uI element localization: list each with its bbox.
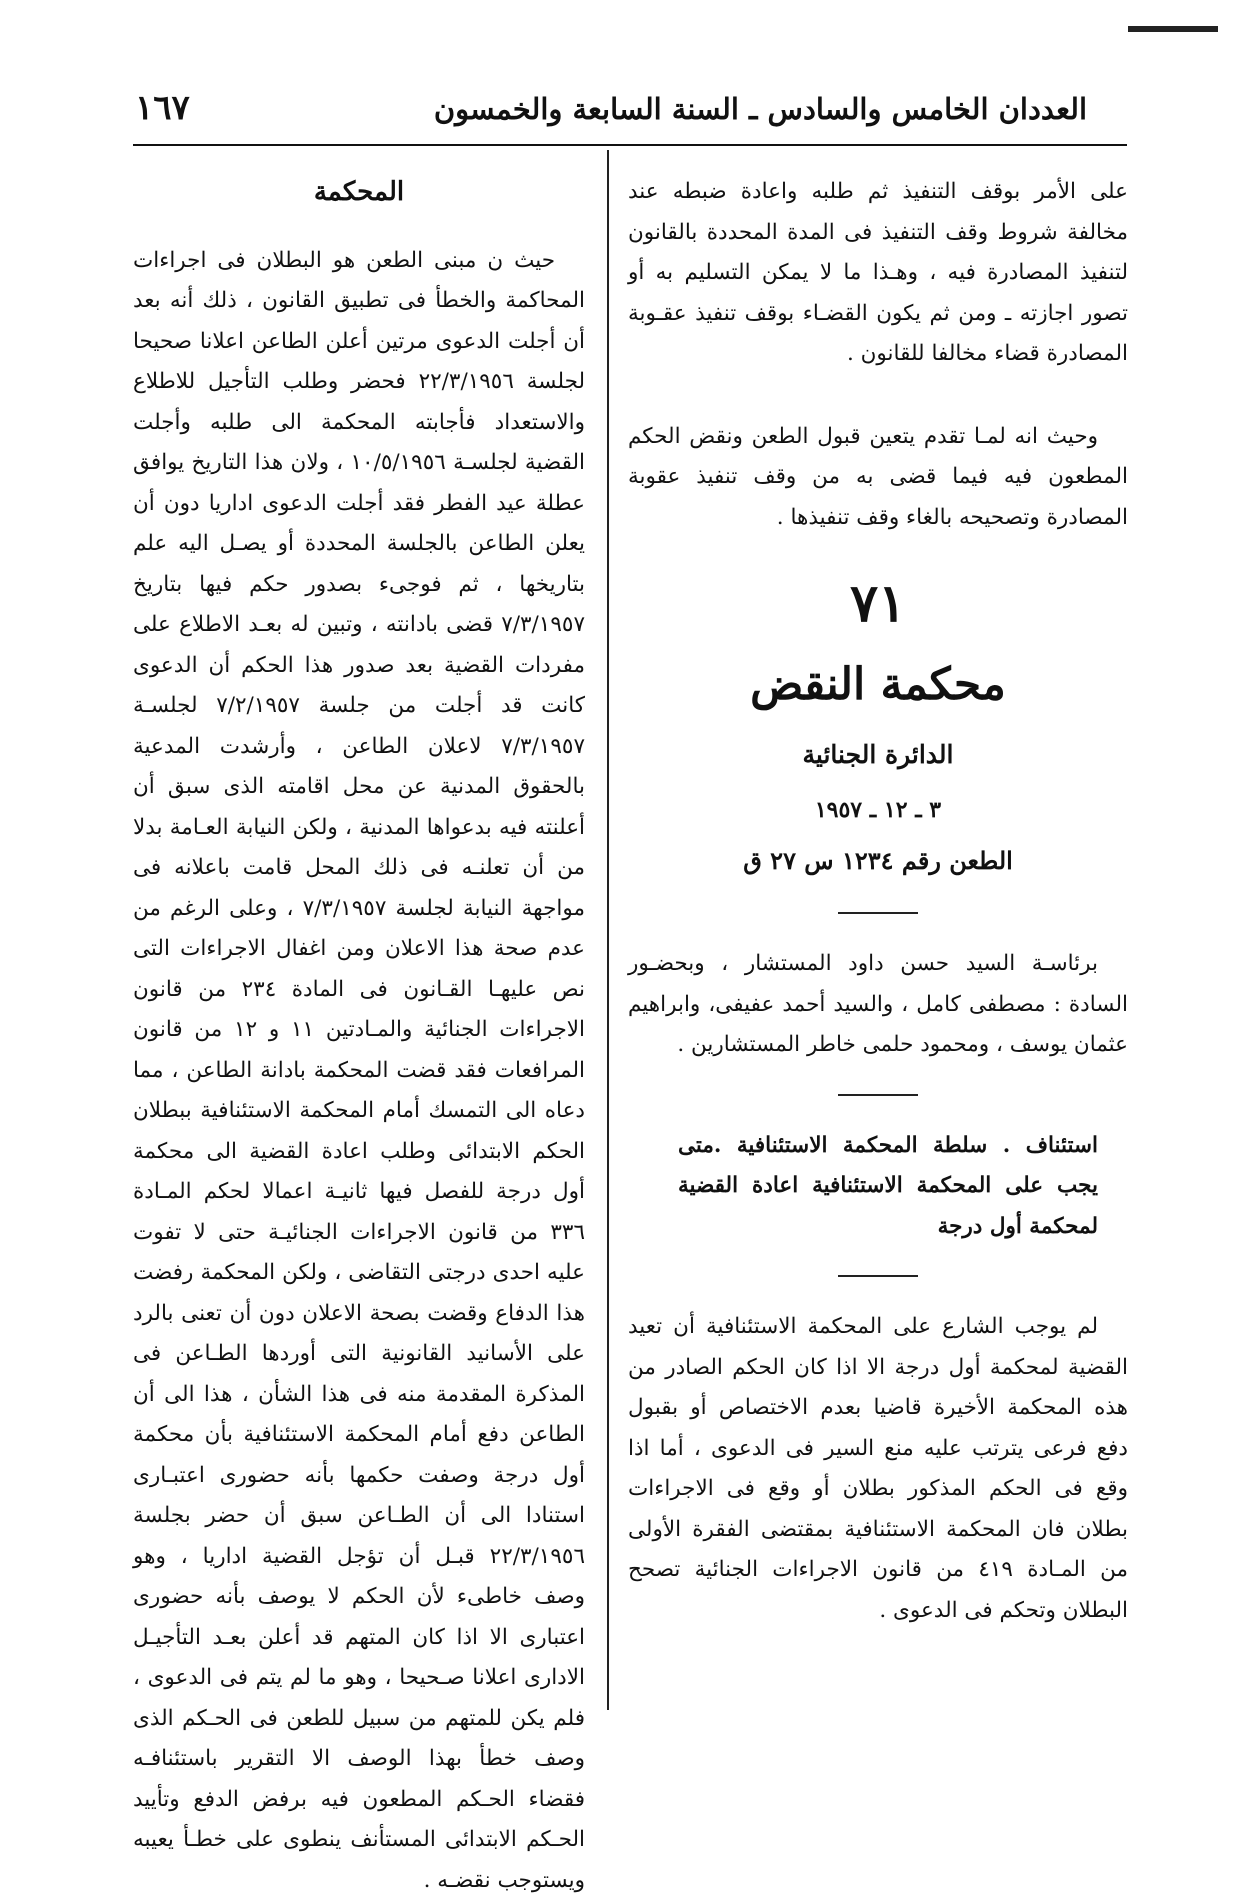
section-rule (838, 1275, 918, 1277)
case-number: ٧١ (628, 574, 1128, 634)
section-rule (838, 912, 918, 914)
case-summary: استئناف . سلطة المحكمة الاستئنافية .متى يجب على المحكمة الاستئنافية اعادة القضية لمحكمة أول درجة (628, 1126, 1128, 1248)
continued-paragraph: على الأمر بوقف التنفيذ ثم طلبه واعادة ضبطه عند مخالفة شروط وقف التنفيذ فى المدة المحددة بالقانون لتنفيذ المصادرة فيه ، وهـذا ما لا يمكن التسليم به أو تصور اجازته ـ ومن ثم يكون القضـاء بوقف تنفيذ عقـوبة المصادرة قضاء مخالفا للقانون . (628, 172, 1128, 375)
court-reasoning: حيث ن مبنى الطعن هو البطلان فى اجراءات المحاكمة والخطأ فى تطبيق القانون ، ذلك أنه بعد أن أجلت الدعوى مرتين أعلن الطاعن اعلانا صحيحا لجلسة ٢٢/٣/١٩٥٦ فحضر وطلب التأجيل للاطلاع والاستعداد فأجابته المحكمة الى طلبه وأجلت القضية لجلسـة ١٠/٥/١٩٥٦ ، ولان هذا التاريخ يوافق عطلة عيد الفطر فقد أجلت الدعوى اداريا دون أن يعلن الطاعن بالجلسة المحددة أو يصـل اليه علم بتاريخها ، ثم فوجىء بصدور حكم فيها بتاريخ ٧/٣/١٩٥٧ قضى بادانته ، وتبين له بعـد الاطلاع على مفردات القضية بعد صدور هذا الحكم أن الدعوى كانت قد أجلت من جلسة ٧/٢/١٩٥٧ لجلسـة ٧/٣/١٩٥٧ لاعلان الطاعن ، وأرشدت المدعية بالحقوق المدنية عن محل اقامته الذى سبق أن أعلنته فيه بدعواها المدنية ، ولكن النيابة العـامة بدلا من أن تعلنـه فى ذلك المحل قامت باعلانه فى مواجهة النيابة لجلسة ٧/٣/١٩٥٧ ، وعلى الرغم من عدم صحة هذا الاعلان ومن اغفال الاجراءات التى نص عليهـا القـانون فى المادة ٢٣٤ من قانون الاجراءات الجنائية والمـادتين ١١ و ١٢ من قانون المرافعات فقد قضت المحكمة بادانة الطاعن ، مما دعاه الى التمسك أمام المحكمة الاستئنافية ببطلان الحكم الابتدائى وطلب اعادة القضية الى محكمة أول درجة للفصل فيها ثانيـة اعمالا لحكم المـادة ٣٣٦ من قانون الاجراءات الجنائيـة حتى لا تفوت عليه احدى درجتى التقاضى ، ولكن المحكمة رفضت هذا الدفاع وقضت بصحة الاعلان دون أن تعنى بالرد على الأسانيد القانونية التى أوردها الطـاعن فى المذكرة المقدمة منه فى هذا الشأن ، هذا الى أن الطاعن دفع أمام المحكمة الاستئنافية بأن محكمة أول درجة وصفت حكمها بأنه حضورى اعتبـارى استنادا الى أن الطـاعن سبق أن حضر بجلسة ٢٢/٣/١٩٥٦ قبـل أن تؤجل القضية اداريا ، وهو وصف خاطىء لأن الحكم لا يوصف بأنه حضورى اعتبارى الا اذا كان المتهم قد أعلن بعـد التأجيـل الادارى اعلانا صـحيحا ، وهو ما لم يتم فى الدعوى ، فلم يكن للمتهم من سبيل للطعن فى الحـكم الذى وصف خطأ بهذا الوصف الا التقرير باستئنافـه فقضاء الحـكم المطعون فيه برفض الدفع وتأييد الحـكم الابتدائى المستأنف ينطوى على خطـأ يعيبه ويستوجب نقضـه . (133, 241, 585, 1901)
chamber-name: الدائرة الجنائية (628, 730, 1128, 780)
right-column (628, 172, 1128, 1631)
page-header (135, 92, 1127, 142)
appeal-number: الطعن رقم ١٢٣٤ س ٢٧ ق (628, 838, 1128, 884)
page-number: ١٦٧ (135, 88, 190, 128)
court-name: محكمة النقض (628, 650, 1128, 720)
header-rule (133, 144, 1127, 146)
legal-principle: لم يوجب الشارع على المحكمة الاستئنافية أن تعيد القضية لمحكمة أول درجة الا اذا كان الحكم الصادر من هذه المحكمة الأخيرة قاضيا بعدم الاختصاص أو بقبول دفع فرعى يترتب عليه منع السير فى الدعوى ، أما اذا وقع فى الحكم المذكور بطلان أو وقع فى الاجراءات بطلان فان المحكمة الاستئنافية بمقتضى الفقرة الأولى من المـادة ٤١٩ من قانون الاجراءات الجنائية تصحح البطلان وتحكم فى الدعوى . (628, 1307, 1128, 1631)
column-divider (607, 150, 609, 1710)
conclusion-paragraph: وحيث انه لمـا تقدم يتعين قبول الطعن ونقض الحكم المطعون فيه فيما قضى به من وقف تنفيذ عقوبة المصادرة وتصحيحه بالغاء وقف تنفيذها . (628, 417, 1128, 539)
header-title: العددان الخامس والسادس ـ السنة السابعة والخمسون (434, 92, 1087, 126)
section-rule (838, 1094, 918, 1096)
panel-paragraph: برئاسـة السيد حسن داود المستشار ، وبحضـور السادة : مصطفى كامل ، والسيد أحمد عفيفى، وابراهيم عثمان يوسف ، ومحمود حلمى خاطر المستشارين . (628, 944, 1128, 1066)
scan-corner-mark (1128, 26, 1218, 32)
ruling-date: ٣ ـ ١٢ ـ ١٩٥٧ (628, 788, 1128, 832)
left-column (133, 172, 585, 1901)
court-heading: المحكمة (133, 172, 585, 213)
